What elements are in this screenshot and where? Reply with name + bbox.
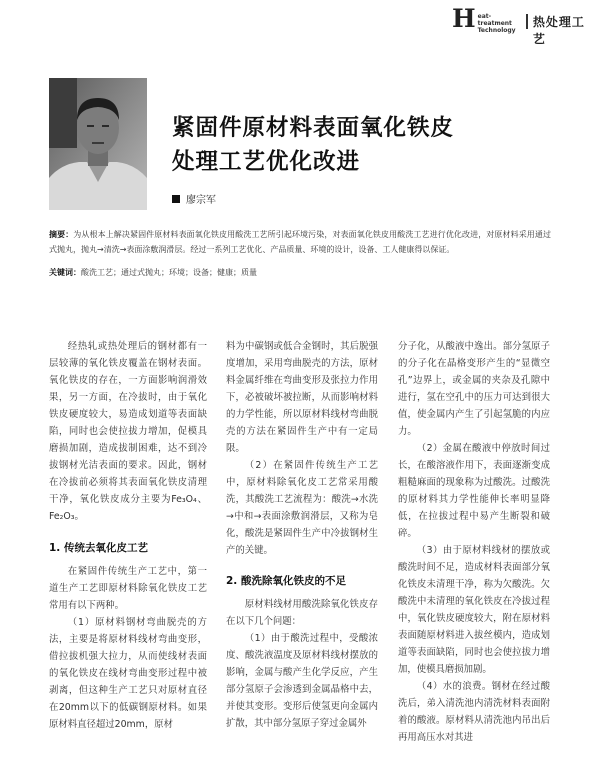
- paragraph: （2）在紧固件传统生产工艺中，原材料除氧化皮工艺常采用酸洗，其酸洗工艺流程为：酸洗→水洗→中和→表面涂敷润滑层，又称为皂化，酸洗是紧固件生产中冷拔钢材生产的关键。: [226, 460, 378, 556]
- paragraph: （1）由于酸洗过程中，受酸浓度、酸洗液温度及原材料线材摆放的影响，金属与酸产生化学反应，产生部分氢原子会渗透到金属晶格中去，并使其变形。变形后使氢更向金属内扩散，其中部分氢原子穿过金属外: [226, 633, 378, 729]
- paragraph: 经热轧或热处理后的钢材都有一层较薄的氧化铁皮覆盖在钢材表面。氧化铁皮的存在，一方面影响润滑效果，另一方面，在冷拔时，由于氧化铁皮硬度较大，易造成划道等表面缺陷，同时也会使拉拔力增加，促模具磨损加剧，造成拔制困难，达不到冷拔钢材光洁表面的要求。因此，钢材在冷拔前必须将其表面氧化铁皮清理干净，氧化铁皮成分主要为Fe₃O₄、Fe₂O₃。: [49, 341, 207, 522]
- paragraph: （1）原材料钢材弯曲脱壳的方法，主要是将原材料线材弯曲变形，借拉拔机强大拉力，从而使线材表面的氧化铁皮在线材弯曲变形过程中被剥离，但这种生产工艺只对原材直径在20mm以下的低碳钢原材料。如果原材料直径超过20mm，原材: [49, 617, 207, 730]
- title-line-2: 处理工艺优化改进: [172, 149, 361, 175]
- author-photo: [49, 78, 147, 210]
- title-line-1: 紧固件原材料表面氧化铁皮: [172, 115, 455, 141]
- paragraph: （4）水的浪费。钢材在经过酸洗后，弟入清洗池内清洗材料表面附着的酸液。原材料从清洗池内吊出后再用高压水对其进: [398, 681, 550, 743]
- header-category: 热处理工艺: [532, 15, 585, 46]
- keywords: [49, 265, 551, 280]
- abstract: [49, 227, 551, 257]
- paragraph: 料为中碳钢或低合金钢时，其后脱强度增加，采用弯曲脱壳的方法，原材料金属纤维在弯曲变形及张拉力作用下，必被破坏被拉断，从而影响材料的力学性能，所以原材料线材弯曲脱壳的方法在紧固件生产中有一定局限。: [226, 341, 378, 454]
- paragraph: （3）由于原材料线材的摆放或酸洗时间不足，造成材料表面部分氧化铁皮未清理干净，称为欠酸洗。欠酸洗中未清理的氧化铁皮在冷拔过程中，氧化铁皮硬度较大，附在原材料表面随原材料进入拔丝模内，造成划道等表面缺陷，同时也会使拉拔力增加，使模具磨损加剧。: [398, 545, 550, 675]
- body-column-2: [226, 338, 378, 732]
- paragraph: （2）金属在酸液中停放时间过长，在酸溶液作用下，表面逐渐变成粗糙麻面的现象称为过酸洗。过酸洗的原材料其力学性能伸长率明显降低，在拉拔过程中易产生断裂和破碎。: [398, 443, 550, 539]
- bullet-square: [172, 195, 180, 203]
- author-byline: [172, 191, 216, 206]
- keywords-text: 酸洗工艺；通过式抛丸；环境；设备；健康；质量: [81, 268, 257, 277]
- article-title: [172, 111, 532, 179]
- section-heading-1: 1. 传统去氧化皮工艺: [49, 542, 148, 554]
- body-column-3: [398, 338, 550, 746]
- header-letter: H: [452, 4, 476, 33]
- abstract-block: [49, 227, 551, 280]
- section-header: [452, 4, 592, 46]
- header-english: [478, 13, 521, 34]
- paragraph: 在紧固件传统生产工艺中，第一道生产工艺即原材料除氧化铁皮工艺常用有以下两种。: [49, 566, 207, 611]
- header-english-line1: eat-treatment: [477, 13, 512, 27]
- header-divider: [526, 14, 528, 29]
- header-english-line2: Technology: [477, 27, 516, 34]
- paragraph: 分子化，从酸液中逸出。部分氢原子的分子化在晶格变形产生的“显微空孔”边界上，或金属的夹杂及孔隙中进行，氢在空孔中的压力可达到很大值，使金属内产生了引起氢脆的内应力。: [398, 341, 550, 437]
- keywords-label: 关键词：: [49, 268, 81, 277]
- section-heading-2: 2. 酸洗除氧化铁皮的不足: [226, 575, 346, 587]
- abstract-label: 摘要：: [49, 230, 74, 239]
- abstract-text: 为从根本上解决紧固件原材料表面氧化铁皮用酸洗工艺所引起环境污染，对表面氧化铁皮用酸洗工艺进行优化改进，对原材料采用通过式抛丸，抛丸→清洗→表面涂敷润滑层。经过一系列工艺优化、产品质量、环境的设计，设备、工人健康得以保证。: [49, 230, 551, 254]
- paragraph: 原材料线材用酸洗除氧化铁皮存在以下几个问题：: [226, 599, 378, 627]
- author-name: 廖宗军: [186, 195, 216, 206]
- body-column-1: [49, 338, 207, 733]
